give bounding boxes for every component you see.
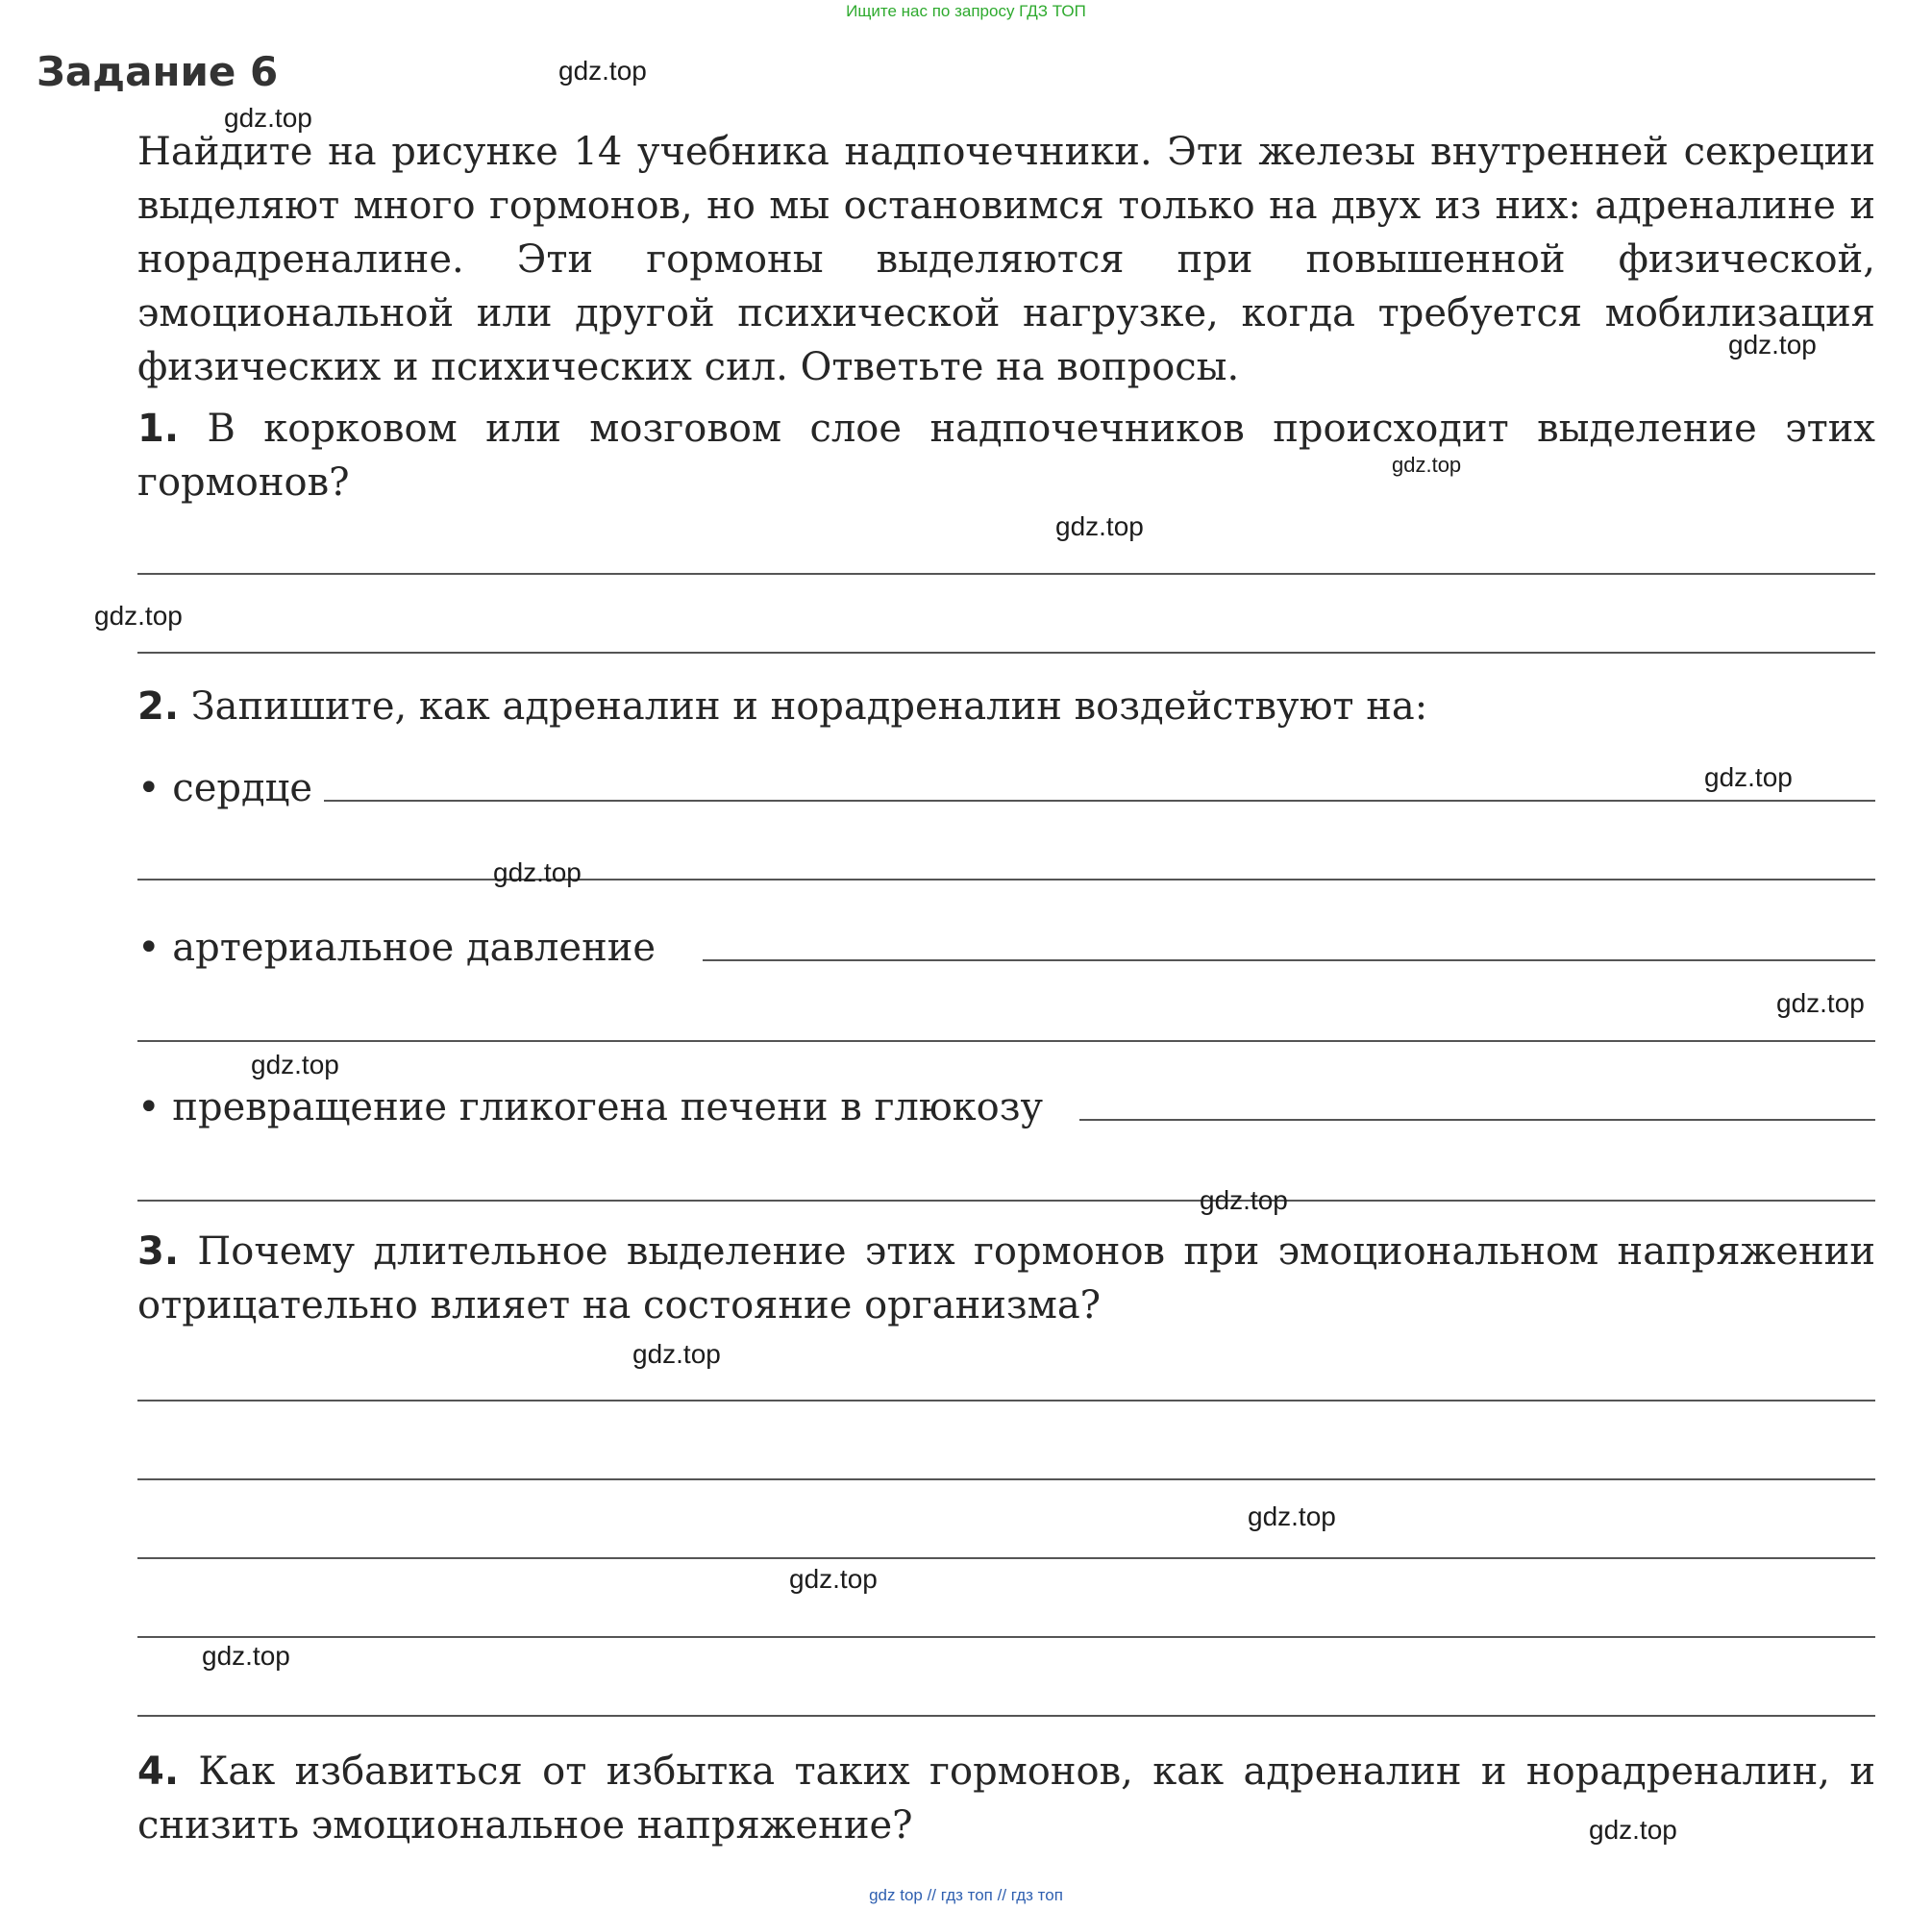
intro-paragraph: Найдите на рисунке 14 учебника надпочечники. Эти железы внутренней секреции выделяют много гормонов, но мы остановимся только на двух из них: адреналине и норадреналине. Эти гормоны выделяются при повышенной физической, эмоциональной или другой психической нагрузке, когда требуется мобилизация физических и психических сил. Ответьте на вопросы. <box>137 130 1875 389</box>
watermark: gdz.top <box>632 1339 721 1369</box>
answer-line[interactable] <box>703 959 1875 961</box>
watermark: gdz.top <box>493 857 582 887</box>
question-text: В корковом или мозговом слое надпочечников происходит выделение этих гормонов? <box>137 407 1875 505</box>
watermark: gdz.top <box>1055 511 1144 541</box>
answer-line[interactable] <box>137 1478 1875 1480</box>
footer: gdz top // гдз топ // гдз топ <box>869 1886 1063 1904</box>
answer-line[interactable] <box>137 1557 1875 1559</box>
answer-line[interactable] <box>324 800 1875 802</box>
question-2 <box>137 680 1875 733</box>
answer-line[interactable] <box>137 1200 1875 1202</box>
watermark: gdz.top <box>1704 762 1793 792</box>
answer-line[interactable] <box>137 1715 1875 1717</box>
question-number: 4. <box>137 1749 180 1794</box>
answer-line[interactable] <box>137 879 1875 881</box>
answer-line[interactable] <box>137 1040 1875 1042</box>
question-text: Как избавиться от избытка таких гормонов, как адреналин и норадреналин, и снизить эмоциональное напряжение? <box>137 1749 1876 1848</box>
watermark: gdz.top <box>1776 988 1865 1018</box>
question-number: 2. <box>137 684 180 729</box>
question-number: 3. <box>137 1229 180 1274</box>
watermark: gdz.top <box>1248 1501 1336 1531</box>
watermark: gdz.top <box>224 103 312 133</box>
answer-line[interactable] <box>1079 1119 1875 1121</box>
bullet-glycogen: • превращение гликогена печени в глюкозу <box>137 1085 1044 1129</box>
answer-line[interactable] <box>137 1636 1875 1638</box>
watermark: gdz.top <box>789 1564 878 1594</box>
question-number: 1. <box>137 407 180 451</box>
watermark: gdz.top <box>202 1641 290 1671</box>
watermark: gdz.top <box>558 56 647 86</box>
top-banner: Ищите нас по запросу ГДЗ ТОП <box>846 2 1086 20</box>
question-text: Запишите, как адреналин и норадреналин воздействуют на: <box>190 684 1428 729</box>
bullet-heart: • сердце <box>137 766 313 810</box>
question-text: Почему длительное выделение этих гормонов при эмоциональном напряжении отрицательно влияет на состояние организма? <box>137 1229 1875 1327</box>
bullet-pressure: • артериальное давление <box>137 926 656 970</box>
watermark: gdz.top <box>251 1050 339 1079</box>
answer-line[interactable] <box>137 652 1875 654</box>
watermark: gdz.top <box>94 601 183 631</box>
answer-line[interactable] <box>137 1400 1875 1401</box>
answer-line[interactable] <box>137 573 1875 575</box>
watermark: gdz.top <box>1200 1185 1288 1215</box>
question-1 <box>137 402 1875 509</box>
watermark: gdz.top <box>1728 330 1817 360</box>
watermark: gdz.top <box>1589 1815 1677 1845</box>
watermark: gdz.top <box>1392 453 1462 477</box>
question-3 <box>137 1225 1875 1332</box>
task-title: Задание 6 <box>37 48 279 95</box>
